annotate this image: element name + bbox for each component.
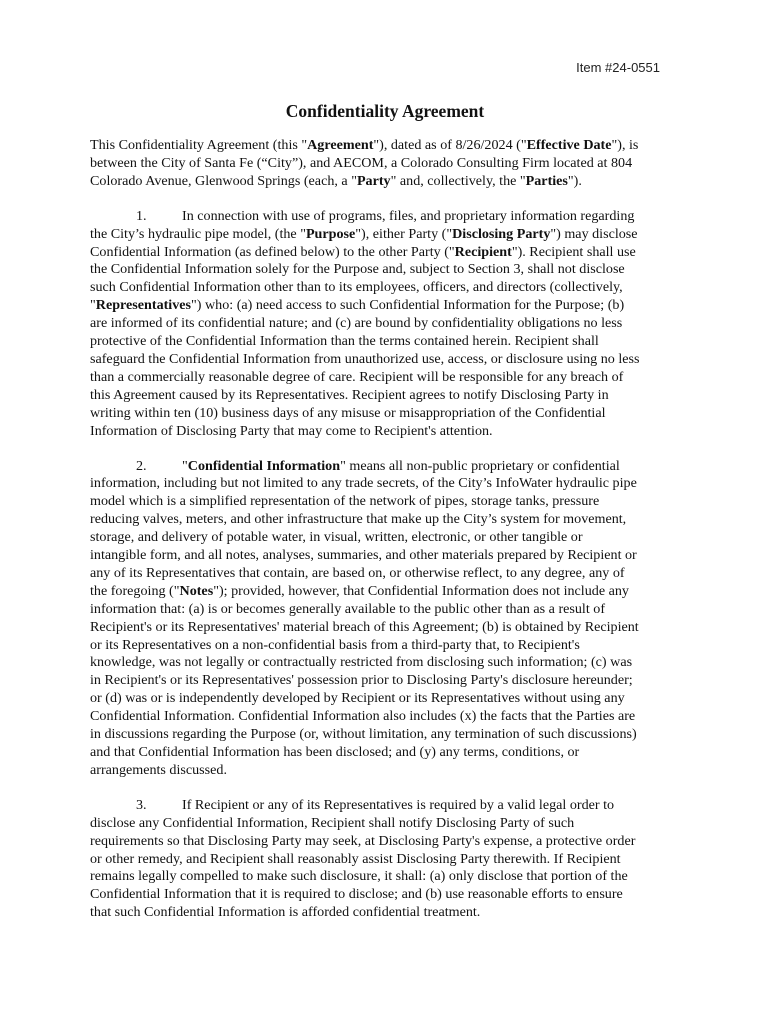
defined-term-purpose: Purpose xyxy=(305,225,356,242)
text-line: requirements so that Disclosing Party may seek, at Disclosing Party's expense, a protective order xyxy=(90,832,636,849)
defined-term-confidential-information: Confidential Information xyxy=(187,457,341,474)
document-title: Confidentiality Agreement xyxy=(285,101,485,121)
text-line: this Agreement caused by its Representatives. Recipient agrees to notify Disclosing Party in xyxy=(90,386,609,403)
text-line: and that Confidential Information has been disclosed; and (y) any terms, conditions, or xyxy=(90,744,580,760)
defined-term-representatives: Representatives xyxy=(95,297,192,314)
text-line: information, including but not limited to any trade secrets, of the City’s InfoWater hydraulic pipe xyxy=(90,475,637,492)
text-line: Confidential Information. Confidential Information also includes (x) the facts that the Parties are xyxy=(90,708,636,725)
section-3-paragraph xyxy=(90,797,682,922)
text-line: the Confidential Information solely for the Purpose and, subject to Section 3, shall not disclose xyxy=(90,261,625,278)
text-line: protective of the Confidential Information than the terms contained herein. Recipient shall xyxy=(90,333,599,350)
text-line: Colorado Avenue, Glenwood Springs (each, a "Party" and, collectively, the "Parties"). xyxy=(90,172,582,189)
item-number: Item #24-0551 xyxy=(576,60,660,75)
text-line: model which is a simplified representation of the network of pipes, storage tanks, pressure xyxy=(90,493,600,510)
text-line: or (d) was or is independently developed by Recipient or its Representatives without using any xyxy=(90,690,625,707)
text-line: 3. If Recipient or any of its Representatives is required by a valid legal order to xyxy=(136,796,615,813)
text-line: Confidential Information (as defined below) to the other Party ("Recipient"). Recipient shall use xyxy=(90,243,636,260)
text-line: remains legally compelled to make such disclosure, it shall: (a) only disclose that portion of the xyxy=(90,868,628,885)
section-number: 2. xyxy=(136,457,147,474)
text-line: writing within ten (10) business days of any misuse or misappropriation of the Confidential xyxy=(90,404,606,421)
defined-term-parties: Parties xyxy=(525,172,568,189)
text-line: information that: (a) is or becomes generally available to the public other than as a result of xyxy=(90,600,606,617)
text-line: Information of Disclosing Party that may come to Recipient's attention. xyxy=(90,422,493,439)
defined-term-effective-date: Effective Date xyxy=(526,137,612,153)
defined-term-recipient: Recipient xyxy=(454,243,512,260)
text-line: are informed of its confidential nature; and (c) are bound by confidentiality obligations no less xyxy=(90,315,623,332)
text-line: 2. "Confidential Information" means all non-public proprietary or confidential xyxy=(136,457,620,474)
text-line: or its Representatives on a non-confidential basis from a third-party that, to Recipient's xyxy=(90,636,580,653)
text-line: than a commercially reasonable degree of care. Recipient will be responsible for any breach of xyxy=(90,368,624,385)
text-line: such Confidential Information other than to its employees, officers, and directors (collectively, xyxy=(90,279,623,296)
defined-term-notes: Notes xyxy=(179,582,214,599)
defined-term-party: Party xyxy=(356,172,391,189)
text-line: in Recipient's or its Representatives' possession prior to Disclosing Party's disclosure hereunder; xyxy=(90,672,633,689)
text-line: intangible form, and all notes, analyses, summaries, and other materials prepared by Recipient or xyxy=(90,547,637,564)
text-line: reducing valves, meters, and other infrastructure that make up the City’s system for movement, xyxy=(90,511,627,528)
text-line: Recipient's or its Representatives' material breach of this Agreement; (b) is obtained by Recipient xyxy=(90,618,639,635)
text-line: in discussions regarding the Purpose (or, without limitation, any termination of such discussions) xyxy=(90,726,637,743)
text-line: Confidential Information that it is required to disclose; and (b) use reasonable efforts to ensure xyxy=(90,886,623,903)
intro-paragraph xyxy=(90,137,682,191)
defined-term-disclosing-party: Disclosing Party xyxy=(452,225,551,242)
text-line: the foregoing ("Notes"); provided, however, that Confidential Information does not include any xyxy=(90,582,629,599)
text-line: knowledge, was not legally or contractually restricted from disclosing such information; (c) was xyxy=(90,654,633,671)
document-body xyxy=(90,137,682,939)
text-line: that such Confidential Information is afforded confidential treatment. xyxy=(90,904,481,921)
text-line: or other remedy, and Recipient shall reasonably assist Disclosing Party therewith. If Recipient xyxy=(90,850,621,867)
section-number: 1. xyxy=(136,207,147,224)
defined-term-agreement: Agreement xyxy=(307,137,374,153)
section-2-paragraph xyxy=(90,458,682,780)
text-line: safeguard the Confidential Information from unauthorized use, access, or disclosure using no less xyxy=(90,350,640,367)
text-line: arrangements discussed. xyxy=(90,761,227,778)
text-line: between the City of Santa Fe (“City”), and AECOM, a Colorado Consulting Firm located at 804 xyxy=(90,154,633,171)
text-line: disclose any Confidential Information, Recipient shall notify Disclosing Party of such xyxy=(90,814,575,831)
section-number: 3. xyxy=(136,796,147,813)
text-line: This Confidentiality Agreement (this "Agreement"), dated as of 8/26/2024 ("Effective Date"), is xyxy=(90,137,639,153)
section-1-paragraph xyxy=(90,208,682,441)
text-line: any of its Representatives that contain, are based on, or otherwise reflect, to any degree, any of xyxy=(90,564,625,581)
text-line: storage, and delivery of potable water, in visual, written, electronic, or other tangible or xyxy=(90,529,583,546)
text-line: "Representatives") who: (a) need access to such Confidential Information for the Purpose; (b) xyxy=(90,297,625,314)
text-line: the City’s hydraulic pipe model, (the "Purpose"), either Party ("Disclosing Party") may disclose xyxy=(90,225,638,242)
text-line: 1. In connection with use of programs, files, and proprietary information regarding xyxy=(136,207,635,224)
